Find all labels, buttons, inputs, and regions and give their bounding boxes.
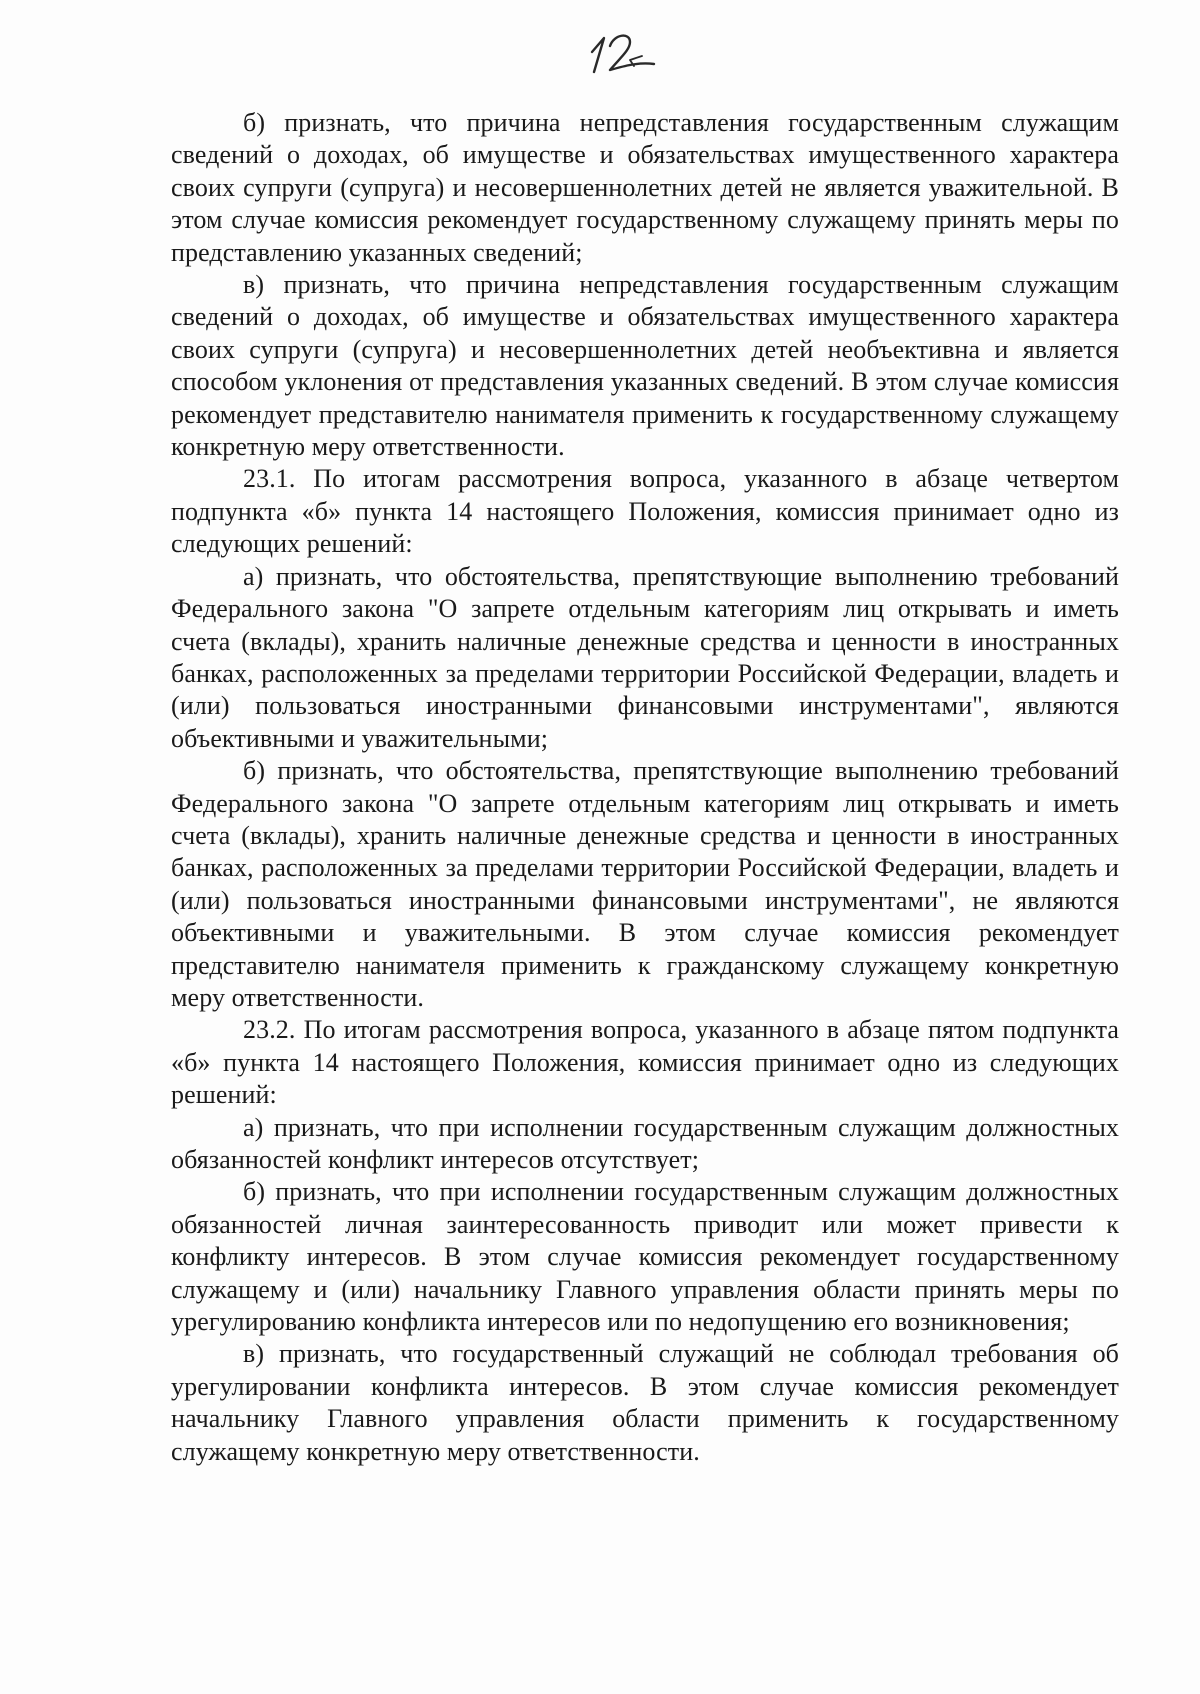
handwritten-page-number — [574, 16, 674, 86]
document-body — [171, 107, 1119, 1468]
handwritten-number-12 — [574, 16, 674, 86]
paragraph-v-reason-evasion: в) признать, что причина непредставления государственным служащим сведений о доходах, об имуществе и обязательствах имущественного характера своих супруги (супруга) и несовершеннолетних детей необъективна и является способом уклонения от представления указанных сведений. В этом случае комиссия рекомендует представителю нанимателя применить к государственному служащему конкретную меру ответственности. — [171, 270, 1119, 462]
paragraph-23-1-b: б) признать, что обстоятельства, препятствующие выполнению требований Федерального закона "О запрете отдельным категориям лиц открывать и иметь счета (вклады), хранить наличные денежные средства и ценности в иностранных банках, расположенных за пределами территории Российской Федерации, владеть и (или) пользоваться иностранными финансовыми инструментами", не являются объективными и уважительными. В этом случае комиссия рекомендует представителю нанимателя применить к гражданскому служащему конкретную меру ответственности. — [171, 756, 1119, 1012]
paragraph-23-2-a: а) признать, что при исполнении государственным служащим должностных обязанностей конфликт интересов отсутствует; — [171, 1112, 1119, 1174]
paragraph-23-1: 23.1. По итогам рассмотрения вопроса, указанного в абзаце четвертом подпункта «б» пункта 14 настоящего Положения, комиссия принимает одно из следующих решений: — [171, 464, 1119, 559]
paragraph-23-1-a: а) признать, что обстоятельства, препятствующие выполнению требований Федерального закона "О запрете отдельным категориям лиц открывать и иметь счета (вклады), хранить наличные денежные средства и ценности в иностранных банках, расположенных за пределами территории Российской Федерации, владеть и (или) пользоваться иностранными финансовыми инструментами", являются объективными и уважительными; — [171, 561, 1119, 753]
paragraph-23-2: 23.2. По итогам рассмотрения вопроса, указанного в абзаце пятом подпункта «б» пункта 14 настоящего Положения, комиссия принимает одно из следующих решений: — [171, 1015, 1119, 1110]
paragraph-b-reason-not-valid: б) признать, что причина непредставления государственным служащим сведений о доходах, об имуществе и обязательствах имущественного характера своих супруги (супруга) и несовершеннолетних детей не является уважительной. В этом случае комиссия рекомендует государственному служащему принять меры по представлению указанных сведений; — [171, 108, 1119, 267]
paragraph-23-2-v: в) признать, что государственный служащий не соблюдал требования об урегулировании конфликта интересов. В этом случае комиссия рекомендует начальнику Главного управления области применить к государственному служащему конкретную меру ответственности. — [171, 1339, 1119, 1466]
paragraph-23-2-b: б) признать, что при исполнении государственным служащим должностных обязанностей личная заинтересованность приводит или может привести к конфликту интересов. В этом случае комиссия рекомендует государственному служащему и (или) начальнику Главного управления области принять меры по урегулированию конфликта интересов или по недопущению его возникновения; — [171, 1177, 1119, 1337]
